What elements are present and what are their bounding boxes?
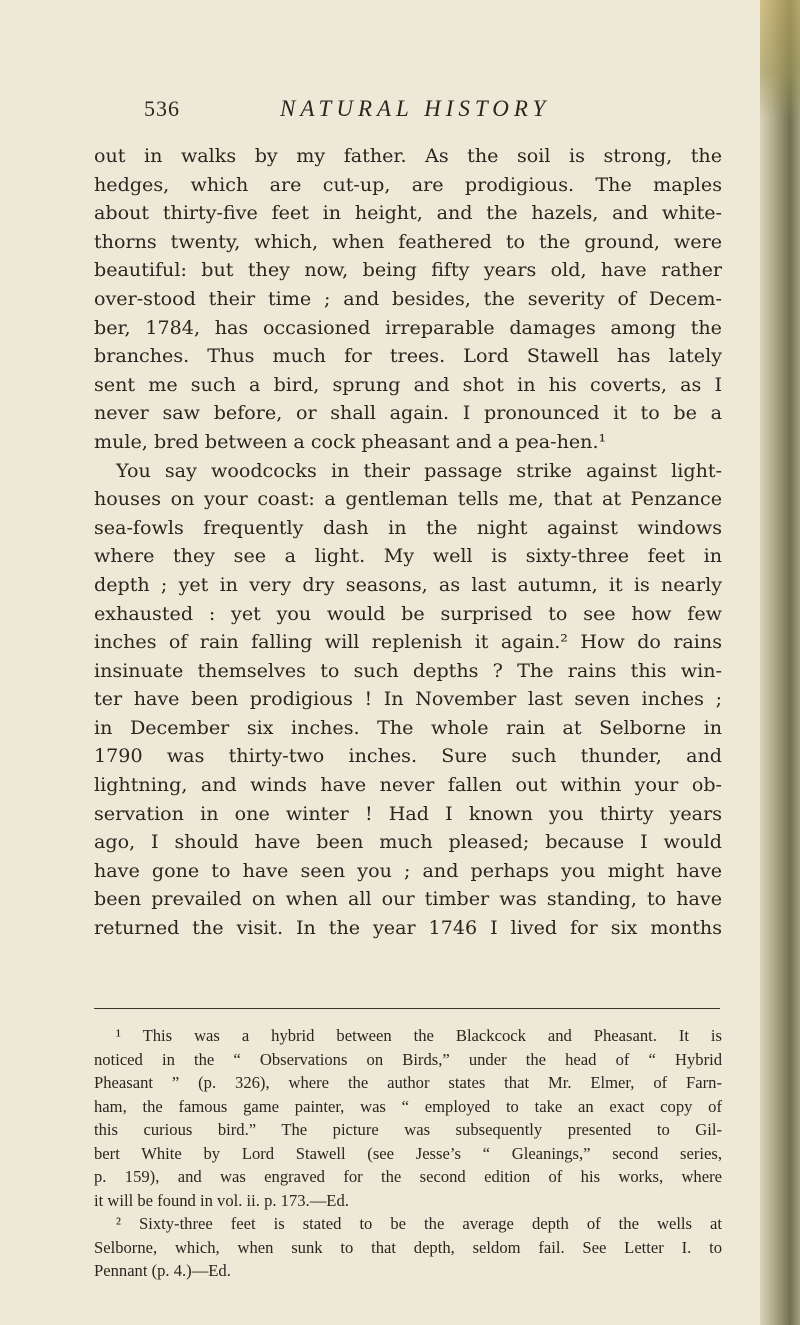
body-line: over-stood their time ; and besides, the severity of Decem- <box>94 286 722 310</box>
page-number: 536 <box>144 96 180 121</box>
footnote-divider <box>94 1008 720 1009</box>
body-line: ago, I should have been much pleased; because I would <box>94 830 722 854</box>
footnote-line: it will be found in vol. ii. p. 173.—Ed. <box>94 1190 349 1210</box>
footnote-line: noticed in the “ Observations on Birds,” under the head of “ Hybrid <box>94 1049 722 1069</box>
body-line: sea-fowls frequently dash in the night against windows <box>94 515 722 539</box>
body-line: branches. Thus much for trees. Lord Stawell has lately <box>94 344 722 368</box>
footnote-line: p. 159), and was engraved for the second edition of his works, where <box>94 1167 722 1186</box>
body-line: ter have been prodigious ! In November last seven inches ; <box>94 687 722 711</box>
footnote-line: bert White by Lord Stawell (see Jesse’s “ Gleanings,” second series, <box>94 1143 722 1163</box>
body-line: houses on your coast: a gentleman tells me, that at Penzance <box>94 487 722 511</box>
body-line: 1790 was thirty-two inches. Sure such thunder, and <box>94 744 722 768</box>
page-edge-stain <box>760 0 800 120</box>
body-line: never saw before, or shall again. I pronounced it to be a <box>94 401 722 425</box>
page-edge <box>760 0 800 1325</box>
body-line: in December six inches. The whole rain at Selborne in <box>94 715 722 739</box>
body-line: about thirty-five feet in height, and the hazels, and white- <box>94 201 722 225</box>
body-line: out in walks by my father. As the soil is strong, the <box>94 144 722 167</box>
footnote-line: Selborne, which, when sunk to that depth, seldom fail. See Letter I. to <box>94 1237 722 1257</box>
body-line: sent me such a bird, sprung and shot in his coverts, as I <box>94 372 722 396</box>
body-line: mule, bred between a cock pheasant and a pea-hen.¹ <box>94 429 607 453</box>
body-line: lightning, and winds have never fallen out within your ob- <box>94 773 722 797</box>
page-header <box>144 96 714 132</box>
body-line: thorns twenty, which, when feathered to the ground, were <box>94 229 722 253</box>
body-line: hedges, which are cut-up, are prodigious. The maples <box>94 172 722 196</box>
footnotes <box>94 1024 722 1283</box>
footnote-line: ¹ This was a hybrid between the Blackcock and Pheasant. It is <box>116 1026 722 1045</box>
body-line: inches of rain falling will replenish it again.² How do rains <box>94 630 722 654</box>
footnote-line: Pennant (p. 4.)—Ed. <box>94 1261 231 1280</box>
body-line: You say woodcocks in their passage strike against light- <box>116 458 722 482</box>
body-line: where they see a light. My well is sixty-three feet in <box>94 544 722 568</box>
footnote-line: ham, the famous game painter, was “ employed to take an exact copy of <box>94 1096 722 1116</box>
body-line: insinuate themselves to such depths ? The rains this win- <box>94 658 722 682</box>
body-line: beautiful: but they now, being fifty years old, have rather <box>94 258 722 282</box>
running-head: NATURAL HISTORY <box>280 96 551 121</box>
body-text <box>94 142 722 943</box>
footnote-line: this curious bird.” The picture was subsequently presented to Gil- <box>94 1120 722 1139</box>
body-line: have gone to have seen you ; and perhaps you might have <box>94 858 722 882</box>
body-line: exhausted : yet you would be surprised to see how few <box>94 601 722 625</box>
footnote-line: ² Sixty-three feet is stated to be the average depth of the wells at <box>116 1214 722 1233</box>
body-line: returned the visit. In the year 1746 I lived for six months <box>94 916 722 940</box>
body-line: servation in one winter ! Had I known you thirty years <box>94 801 722 825</box>
body-line: depth ; yet in very dry seasons, as last autumn, it is nearly <box>94 572 722 596</box>
body-line: ber, 1784, has occasioned irreparable damages among the <box>94 315 722 339</box>
footnote-line: Pheasant ” (p. 326), where the author states that Mr. Elmer, of Farn- <box>94 1073 722 1092</box>
body-line: been prevailed on when all our timber was standing, to have <box>94 887 722 911</box>
